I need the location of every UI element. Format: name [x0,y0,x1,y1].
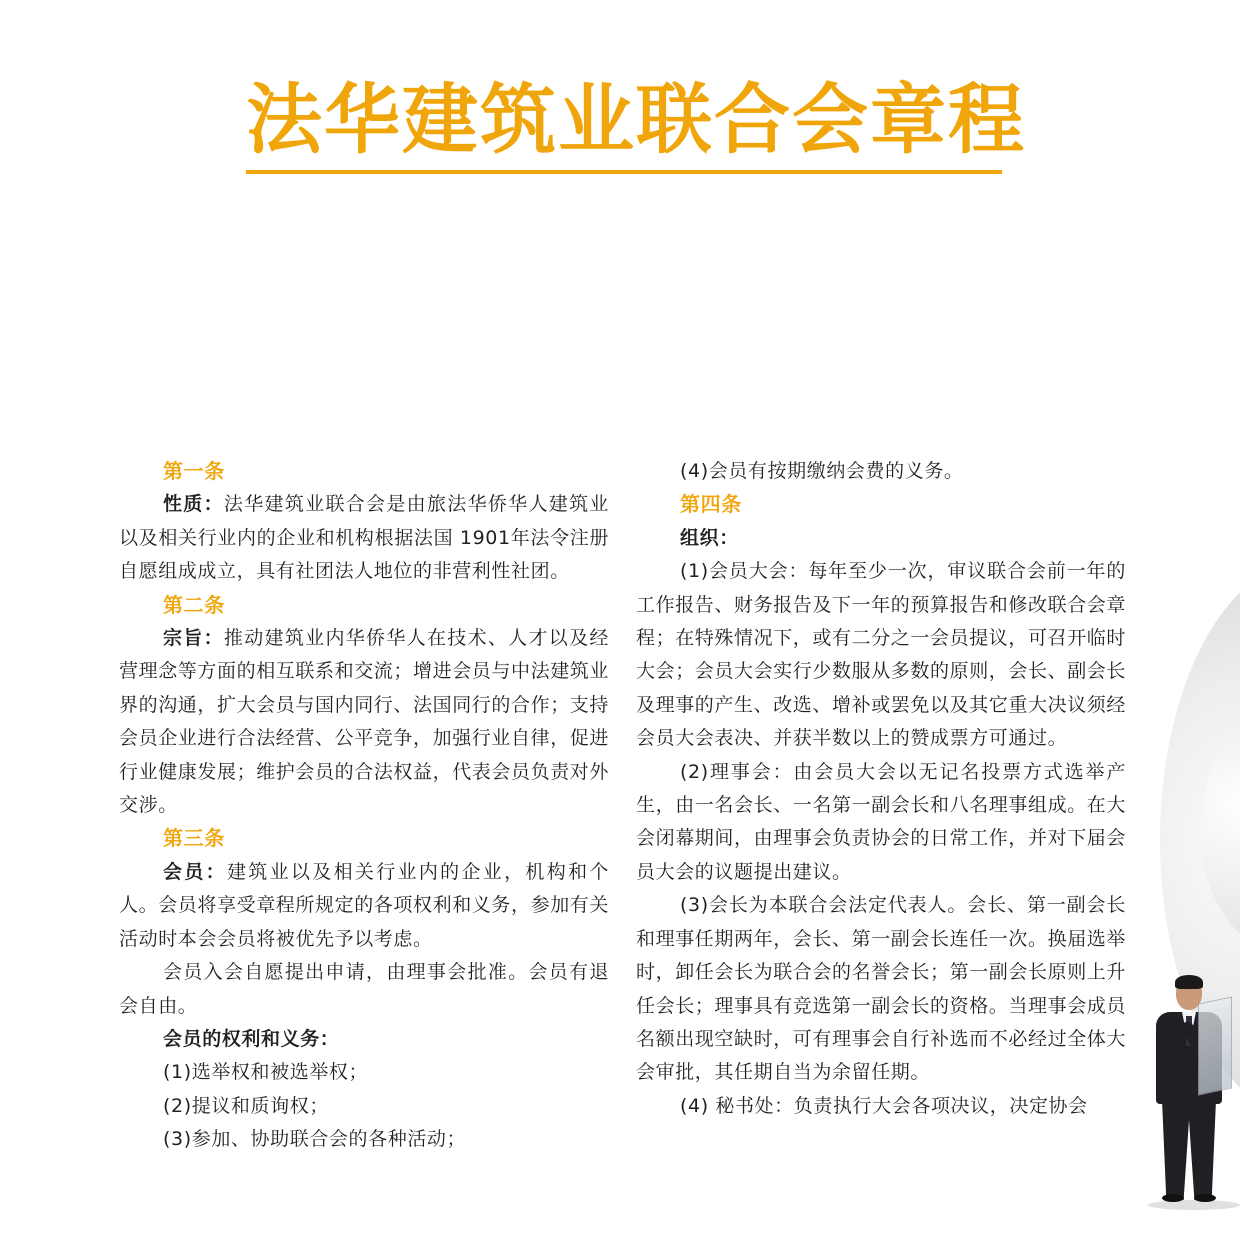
article-1-heading: 第一条 [163,459,225,483]
figure-shoe-right [1194,1194,1216,1202]
organization-item-4: (4) 秘书处：负责执行大会各项决议，决定协会 [680,1094,1088,1117]
figure-hair [1175,975,1203,989]
figure-legs [1162,1100,1216,1200]
article-1-text: 法华建筑业联合会是由旅法华侨华人建筑业以及相关行业内的企业和机构根据法国 1901年法令注册自愿组成成立，具有社团法人地位的非营利性社团。 [119,493,609,583]
page-title: 法华建筑业联合会章程 [246,72,1002,174]
right-column [636,455,1126,1123]
member-rights-heading: 会员的权利和义务： [163,1027,340,1050]
organization-item-1: (1)会员大会：每年至少一次，审议联合会前一年的工作报告、财务报告及下一年的预算报告和修改联合会章程；在特殊情况下，或有二分之一会员提议，可召开临时大会；会员大会实行少数服从多数的原则，会长、副会长及理事的产生、改选、增补或罢免以及其它重大决议须经会员大会表决、并获半数以上的赞成票方可通过。 [636,560,1127,750]
article-3-text: 建筑业以及相关行业内的企业，机构和个人。会员将享受章程所规定的各项权利和义务，参加有关活动时本会会员将被优先予以考虑。 [119,860,610,950]
article-3-paragraph-2: 会员入会自愿提出申请，由理事会批准。会员有退会自由。 [119,961,609,1017]
figure-shoe-left [1162,1194,1184,1202]
article-2-heading: 第二条 [163,592,225,617]
article-2-label: 宗旨： [163,627,224,650]
article-2-body [119,622,609,822]
figure-shadow [1148,1200,1240,1210]
member-right-4: (4)会员有按期缴纳会费的义务。 [680,460,964,482]
article-3-body [119,856,609,956]
article-3-heading: 第三条 [163,826,225,851]
tablet-icon [1198,996,1232,1095]
article-1-body [119,488,609,588]
organization-item-2: (2)理事会：由会员大会以无记名投票方式选举产生，由一名会长、一名第一副会长和八名理事组成。在大会闭幕期间，由理事会负责协会的日常工作，并对下届会员大会的议题提出建议。 [636,760,1127,883]
organization-item-3: (3)会长为本联合会法定代表人。会长、第一副会长和理事任期两年，会长、第一副会长连任一次。换届选举时，卸任会长为联合会的名誉会长；第一副会长原则上升任会长；理事具有竞选第一副会长的资格。当理事会成员名额出现空缺时，可有理事会自行补选而不必经过全体大会审批，其任期自当为余留任期。 [636,894,1127,1084]
article-4-heading: 第四条 [680,492,742,517]
article-3-label: 会员： [163,860,227,883]
article-2-text: 推动建筑业内华侨华人在技术、人才以及经营理念等方面的相互联系和交流；增进会员与中法建筑业界的沟通，扩大会员与国内同行、法国同行的合作；支持会员企业进行合法经营、公平竞争，加强行业自律，促进行业健康发展；维护会员的合法权益，代表会员负责对外交涉。 [119,627,610,817]
article-1-label: 性质： [163,493,224,516]
article-4-label: 组织： [680,526,739,549]
businessman-illustration [1148,960,1240,1210]
member-right-2: (2)提议和质询权； [163,1094,329,1117]
member-right-1: (1)选举权和被选举权； [163,1061,369,1084]
left-column [119,455,609,1157]
member-right-3: (3)参加、协助联合会的各种活动； [163,1128,467,1151]
